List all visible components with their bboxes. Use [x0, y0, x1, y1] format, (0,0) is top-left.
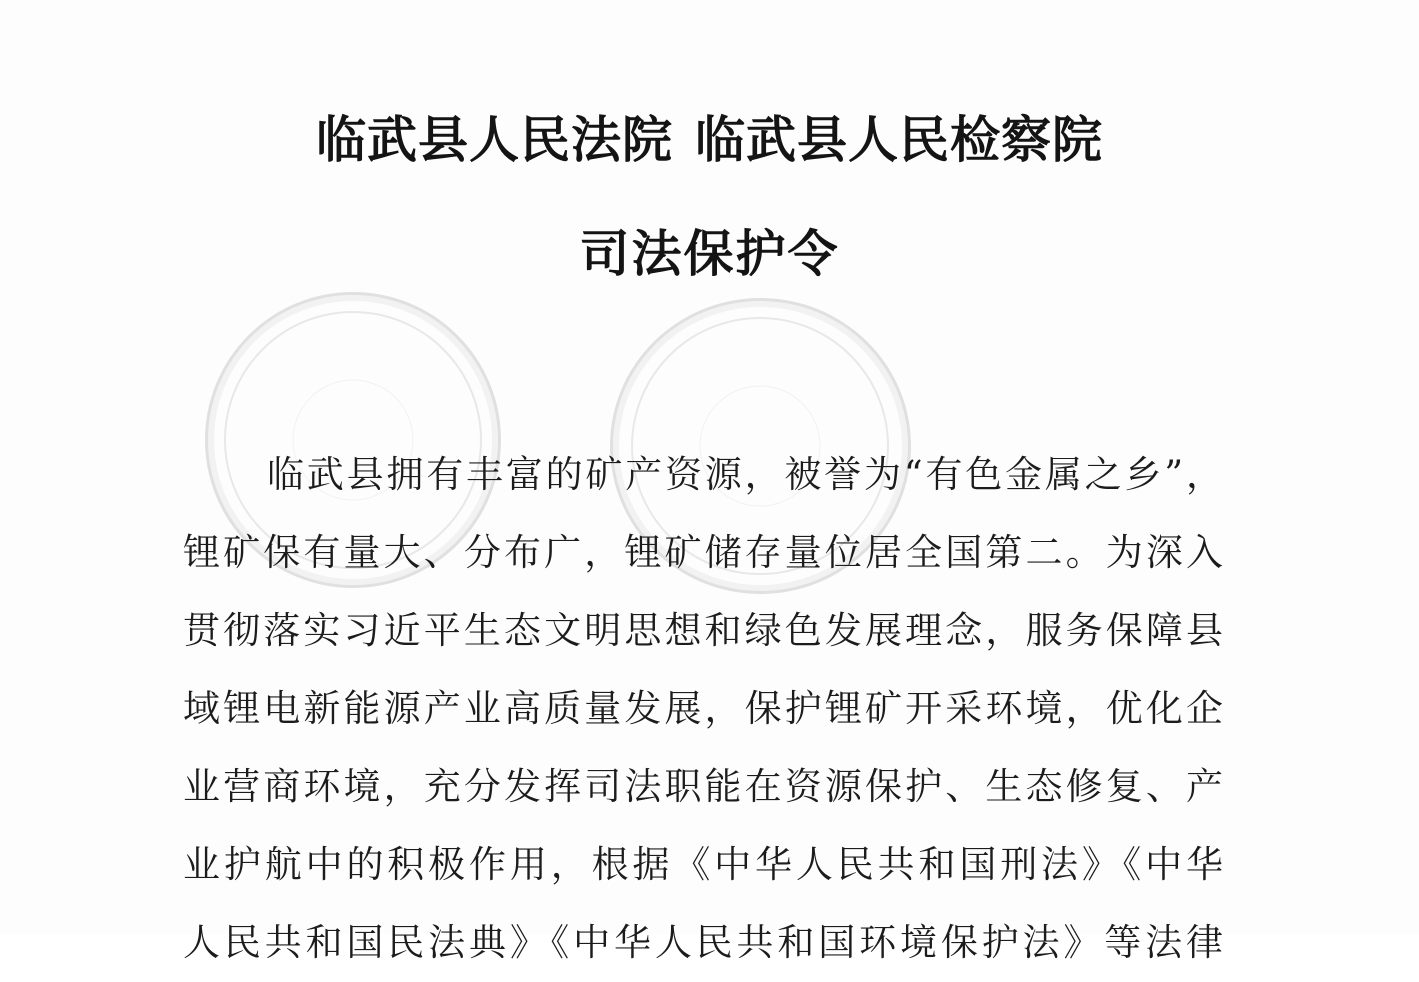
document-subtitle: 司法保护令	[579, 225, 840, 283]
body-line: 临武县拥有丰富的矿产资源，被誉为“有色金属之乡”，	[267, 453, 1223, 496]
body-line: 贯彻落实习近平生态文明思想和绿色发展理念，服务保障县	[183, 609, 1223, 652]
body-line: 业护航中的积极作用，根据《中华人民共和国刑法》《中华	[183, 843, 1223, 886]
body-line: 业营商环境，充分发挥司法职能在资源保护、生态修复、产	[183, 765, 1223, 808]
body-line: 域锂电新能源产业高质量发展，保护锂矿开采环境，优化企	[183, 687, 1223, 730]
body-line: 锂矿保有量大、分布广，锂矿储存量位居全国第二。为深入	[183, 531, 1223, 574]
body-paragraph	[183, 436, 1223, 982]
title-procuratorate: 临武县人民检察院	[695, 111, 1103, 169]
body-line: 人民共和国民法典》《中华人民共和国环境保护法》等法律	[183, 921, 1223, 964]
title-court: 临武县人民法院	[316, 111, 673, 169]
document-title	[0, 108, 1419, 172]
